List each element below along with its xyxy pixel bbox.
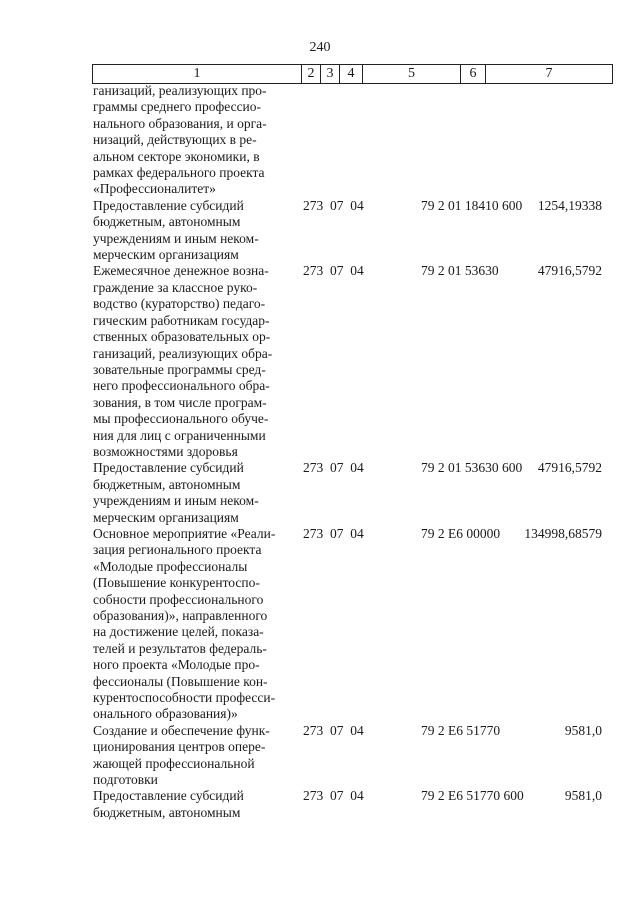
description-line: курентоспособности професси- <box>93 690 276 706</box>
row-description <box>93 460 295 526</box>
description-line: бюджетным, автономным <box>93 476 241 492</box>
budget-table-body <box>93 83 608 821</box>
description-line: бюджетным, автономным <box>93 804 241 820</box>
code-section: 07 <box>330 722 344 738</box>
code-section: 07 <box>330 460 344 476</box>
code-ministry: 273 <box>303 263 324 279</box>
description-line: (Повышение конкурентоспо- <box>93 575 260 591</box>
description-line: Основное мероприятие «Реали- <box>93 525 276 541</box>
description-line: ганизаций, реализующих про- <box>93 83 267 98</box>
description-line: Ежемесячное денежное возна- <box>93 263 269 279</box>
description-line: гическим работникам государ- <box>93 312 270 328</box>
description-line: ственных образовательных ор- <box>93 329 271 345</box>
column-header-table <box>92 64 613 84</box>
code-ministry: 273 <box>303 525 324 541</box>
row-description <box>93 526 295 723</box>
column-header-1: 1 <box>93 65 302 84</box>
row-description <box>93 788 295 821</box>
description-line: учреждениям и иным неком- <box>93 230 259 246</box>
row-description <box>93 83 295 198</box>
description-line: зация регионального проекта <box>93 542 262 558</box>
row-description <box>93 198 295 264</box>
description-line: фессионалы (Повышение кон- <box>93 673 268 689</box>
description-line: учреждениям и иным неком- <box>93 493 259 509</box>
description-line: онального образования)» <box>93 706 238 722</box>
column-header-7: 7 <box>486 65 613 84</box>
code-section: 07 <box>330 197 344 213</box>
budget-codes <box>295 460 421 476</box>
code-ministry: 273 <box>303 722 324 738</box>
description-line: альном секторе экономики, в <box>93 148 260 164</box>
code-subsection: 04 <box>350 263 364 279</box>
description-line: подготовки <box>93 772 158 788</box>
column-header-2: 2 <box>302 65 321 84</box>
table-row <box>93 788 608 821</box>
description-line: «Профессионалитет» <box>93 181 216 197</box>
column-header-row <box>93 65 613 84</box>
row-description <box>93 723 295 789</box>
target-and-type-codes <box>421 197 523 214</box>
description-line: ганизаций, реализующих обра- <box>93 345 273 361</box>
description-line: телей и результатов федераль- <box>93 640 267 656</box>
description-line: жающей профессиональной <box>93 755 255 771</box>
description-line: рамках федерального проекта <box>93 165 265 181</box>
description-line: зовательные программы сред- <box>93 361 266 377</box>
budget-codes <box>295 526 421 542</box>
description-line: водство (кураторство) педаго- <box>93 296 266 312</box>
target-and-type-codes <box>421 263 517 279</box>
code-target-article: 79 2 01 18410 <box>421 197 499 213</box>
description-line: Создание и обеспечение функ- <box>93 722 270 738</box>
budget-codes <box>295 723 421 739</box>
code-target-article: 79 2 Е6 00000 <box>421 525 501 541</box>
code-subsection: 04 <box>350 197 364 213</box>
description-line: Предоставление субсидий <box>93 460 244 476</box>
table-row <box>93 460 608 526</box>
description-line: бюджетным, автономным <box>93 214 241 230</box>
table-row <box>93 526 608 723</box>
description-line: ного проекта «Молодые про- <box>93 657 260 673</box>
row-amount: 47916,5792 <box>537 460 602 476</box>
target-and-type-codes <box>421 788 524 804</box>
code-subsection: 04 <box>350 722 364 738</box>
row-amount: 1254,19338 <box>537 197 602 213</box>
code-ministry: 273 <box>303 197 324 213</box>
description-line: мерческим организациям <box>93 247 239 263</box>
budget-codes <box>295 83 421 99</box>
description-line: Предоставление субсидий <box>93 788 244 804</box>
description-line: мерческим организациям <box>93 509 239 525</box>
description-line: него профессионального обра- <box>93 378 270 394</box>
target-and-type-codes <box>421 526 517 542</box>
description-line: граждение за классное руко- <box>93 279 258 295</box>
row-description <box>93 263 295 460</box>
code-section: 07 <box>330 263 344 279</box>
table-row <box>93 198 608 264</box>
code-target-article: 79 2 01 53630 <box>421 263 499 279</box>
target-and-type-codes <box>421 460 523 476</box>
budget-codes <box>295 198 421 214</box>
code-target-article: 79 2 Е6 51770 <box>421 788 501 804</box>
description-line: низаций, действующих в ре- <box>93 132 257 148</box>
description-line: Предоставление субсидий <box>93 197 244 213</box>
code-subsection: 04 <box>350 525 364 541</box>
code-target-article: 79 2 01 53630 <box>421 460 499 476</box>
code-ministry: 273 <box>303 460 324 476</box>
code-section: 07 <box>330 788 344 804</box>
column-header-6: 6 <box>461 65 486 84</box>
description-line: возможностями здоровья <box>93 443 238 459</box>
description-line: собности профессионального <box>93 591 264 607</box>
table-row <box>93 263 608 460</box>
description-line: на достижение целей, показа- <box>93 624 264 640</box>
code-target-article: 79 2 Е6 51770 <box>421 722 501 738</box>
table-row <box>93 723 608 789</box>
target-and-type-codes <box>421 723 517 739</box>
description-line: мы профессионального обуче- <box>93 411 269 427</box>
table-row <box>93 83 608 198</box>
code-section: 07 <box>330 525 344 541</box>
row-amount: 47916,5792 <box>537 263 602 279</box>
code-expense-type: 600 <box>503 788 524 804</box>
column-header-5: 5 <box>363 65 461 84</box>
row-amount: 134998,68579 <box>524 525 602 541</box>
description-line: ния для лиц с ограниченными <box>93 427 266 443</box>
code-expense-type: 600 <box>502 197 523 213</box>
column-header-4: 4 <box>340 65 363 84</box>
target-and-type-codes <box>421 83 517 99</box>
code-subsection: 04 <box>350 460 364 476</box>
description-line: нального образования, и орга- <box>93 115 267 131</box>
page-number: 240 <box>309 40 331 55</box>
code-expense-type: 600 <box>502 460 523 476</box>
code-ministry: 273 <box>303 788 324 804</box>
description-line: образования)», направленного <box>93 608 268 623</box>
code-subsection: 04 <box>350 788 364 804</box>
description-line: граммы среднего профессио- <box>93 99 262 115</box>
description-line: ционирования центров опере- <box>93 739 266 755</box>
budget-codes <box>295 788 421 804</box>
row-amount: 9581,0 <box>564 722 602 738</box>
budget-codes <box>295 263 421 279</box>
row-amount: 9581,0 <box>564 788 602 804</box>
column-header-3: 3 <box>321 65 340 84</box>
description-line: зования, в том числе програм- <box>93 394 267 410</box>
description-line: «Молодые профессионалы <box>93 558 248 574</box>
